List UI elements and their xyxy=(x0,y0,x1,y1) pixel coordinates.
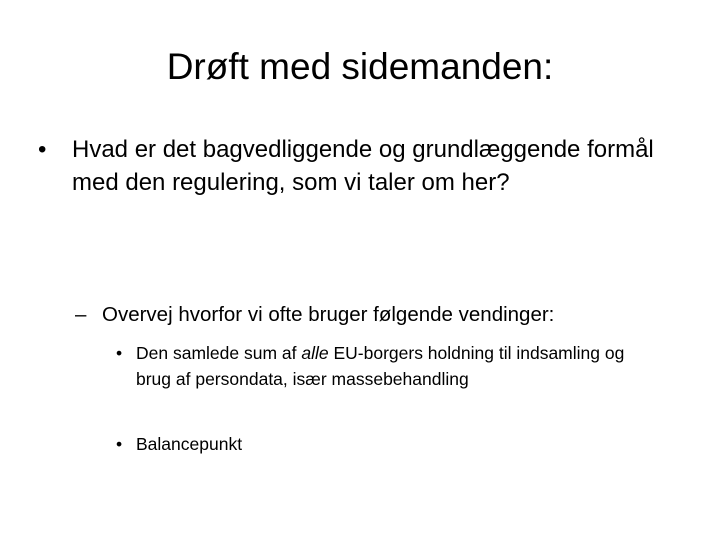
item1-text-emphasis: alle xyxy=(301,343,329,363)
bullet-dash-icon: – xyxy=(75,303,87,326)
bullet-dot-icon: • xyxy=(116,434,123,454)
bullet-level3-item2 xyxy=(116,431,636,457)
bullet-dot-icon: • xyxy=(38,136,47,163)
bullet-level2 xyxy=(75,300,695,330)
bullet-level1 xyxy=(38,133,678,199)
item1-text-after: EU-borgers holdning til indsamling og brug af persondata, især massebehandling xyxy=(136,343,625,389)
bullet-level1-text: Hvad er det bagvedliggende og grundlæggende formål med den regulering, som vi taler om her? xyxy=(72,136,654,196)
item1-text-before: Den samlede sum af xyxy=(136,343,302,363)
bullet-level2-text: Overvej hvorfor vi ofte bruger følgende vendinger: xyxy=(102,303,555,326)
bullet-level3-item1 xyxy=(116,340,636,392)
bullet-dot-icon: • xyxy=(116,343,123,363)
bullet-level3-item1-text xyxy=(136,340,636,392)
bullet-level3-item2-text: Balancepunkt xyxy=(136,434,243,454)
slide-title: Drøft med sidemanden: xyxy=(166,46,554,87)
